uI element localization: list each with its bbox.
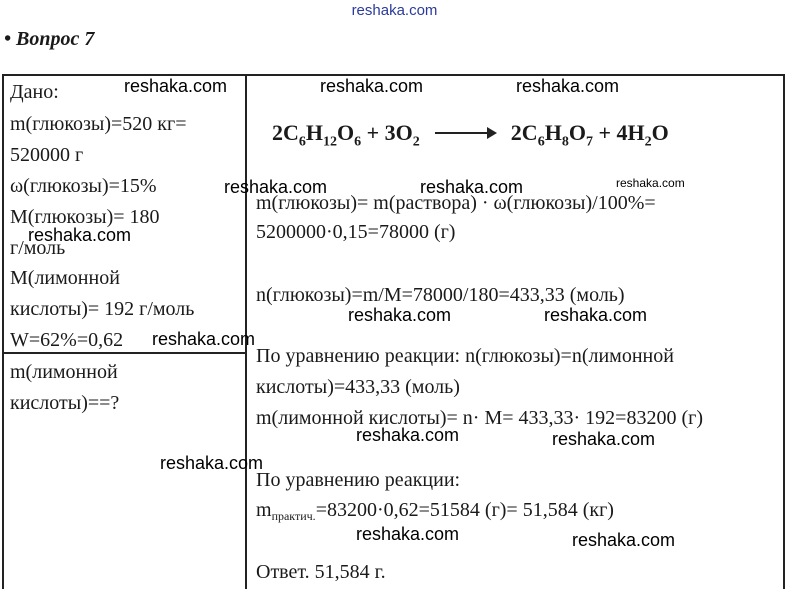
watermark: reshaka.com: [28, 225, 132, 245]
answer-line: Ответ. 51,584 г.: [256, 561, 386, 583]
solution-line: По уравнению реакции:: [256, 469, 461, 491]
table-border-right: [783, 74, 785, 589]
solution-line: m(глюкозы)= m(раствора) · ω(глюкозы)/100%=: [256, 192, 656, 214]
watermark: reshaka.com: [572, 530, 676, 550]
reaction-arrow-icon: [435, 132, 495, 134]
watermark: reshaka.com: [348, 305, 452, 325]
find-line: кислоты)==?: [10, 392, 120, 414]
given-line: 520000 г: [10, 144, 84, 166]
watermark: reshaka.com: [124, 76, 228, 96]
solution-line: m(лимонной кислоты)= n· M= 433,33· 192=83200 (г): [256, 407, 703, 429]
solution-line: По уравнению реакции: n(глюкозы)=n(лимонной: [256, 345, 674, 367]
solution-line: 5200000·0,15=78000 (г): [256, 221, 456, 243]
watermark: reshaka.com: [516, 76, 620, 96]
watermark: reshaka.com: [152, 329, 256, 349]
given-line: m(глюкозы)=520 кг=: [10, 113, 187, 135]
watermark: reshaka.com: [356, 524, 460, 544]
given-line: M(лимонной: [10, 267, 120, 289]
watermark: reshaka.com: [544, 305, 648, 325]
watermark: reshaka.com: [224, 177, 328, 197]
watermark: reshaka.com: [160, 453, 264, 473]
table-divider-horizontal: [2, 352, 245, 354]
given-line: W=62%=0,62: [10, 329, 124, 351]
reaction-equation: $2C_6H_{12}O_6 + 3O_2$ $2C_6H_8O_7 + 4H_2O$: [272, 120, 669, 150]
watermark: reshaka.com: [356, 425, 460, 445]
watermark: reshaka.com: [616, 176, 685, 190]
solution-practical-line: $m_{практич.}=83200\cdot 0,62=51584$ (г)= 51,584 (кг): [256, 499, 614, 523]
solution-line: кислоты)=433,33 (моль): [256, 376, 460, 398]
given-header: Дано:: [10, 81, 59, 103]
table-border-left: [2, 74, 4, 589]
watermark: reshaka.com: [552, 429, 656, 449]
solution-line: n(глюкозы)=m/M=78000/180=433,33 (моль): [256, 284, 625, 306]
given-line: г/моль: [10, 237, 66, 259]
site-header-link[interactable]: reshaka.com: [351, 2, 438, 19]
question-title: • Вопрос 7: [4, 28, 95, 50]
watermark: reshaka.com: [320, 76, 424, 96]
given-line: M(глюкозы)= 180: [10, 206, 160, 228]
watermark: reshaka.com: [420, 177, 524, 197]
given-line: ω(глюкозы)=15%: [10, 175, 157, 197]
find-line: m(лимонной: [10, 361, 118, 383]
given-line: кислоты)= 192 г/моль: [10, 298, 195, 320]
